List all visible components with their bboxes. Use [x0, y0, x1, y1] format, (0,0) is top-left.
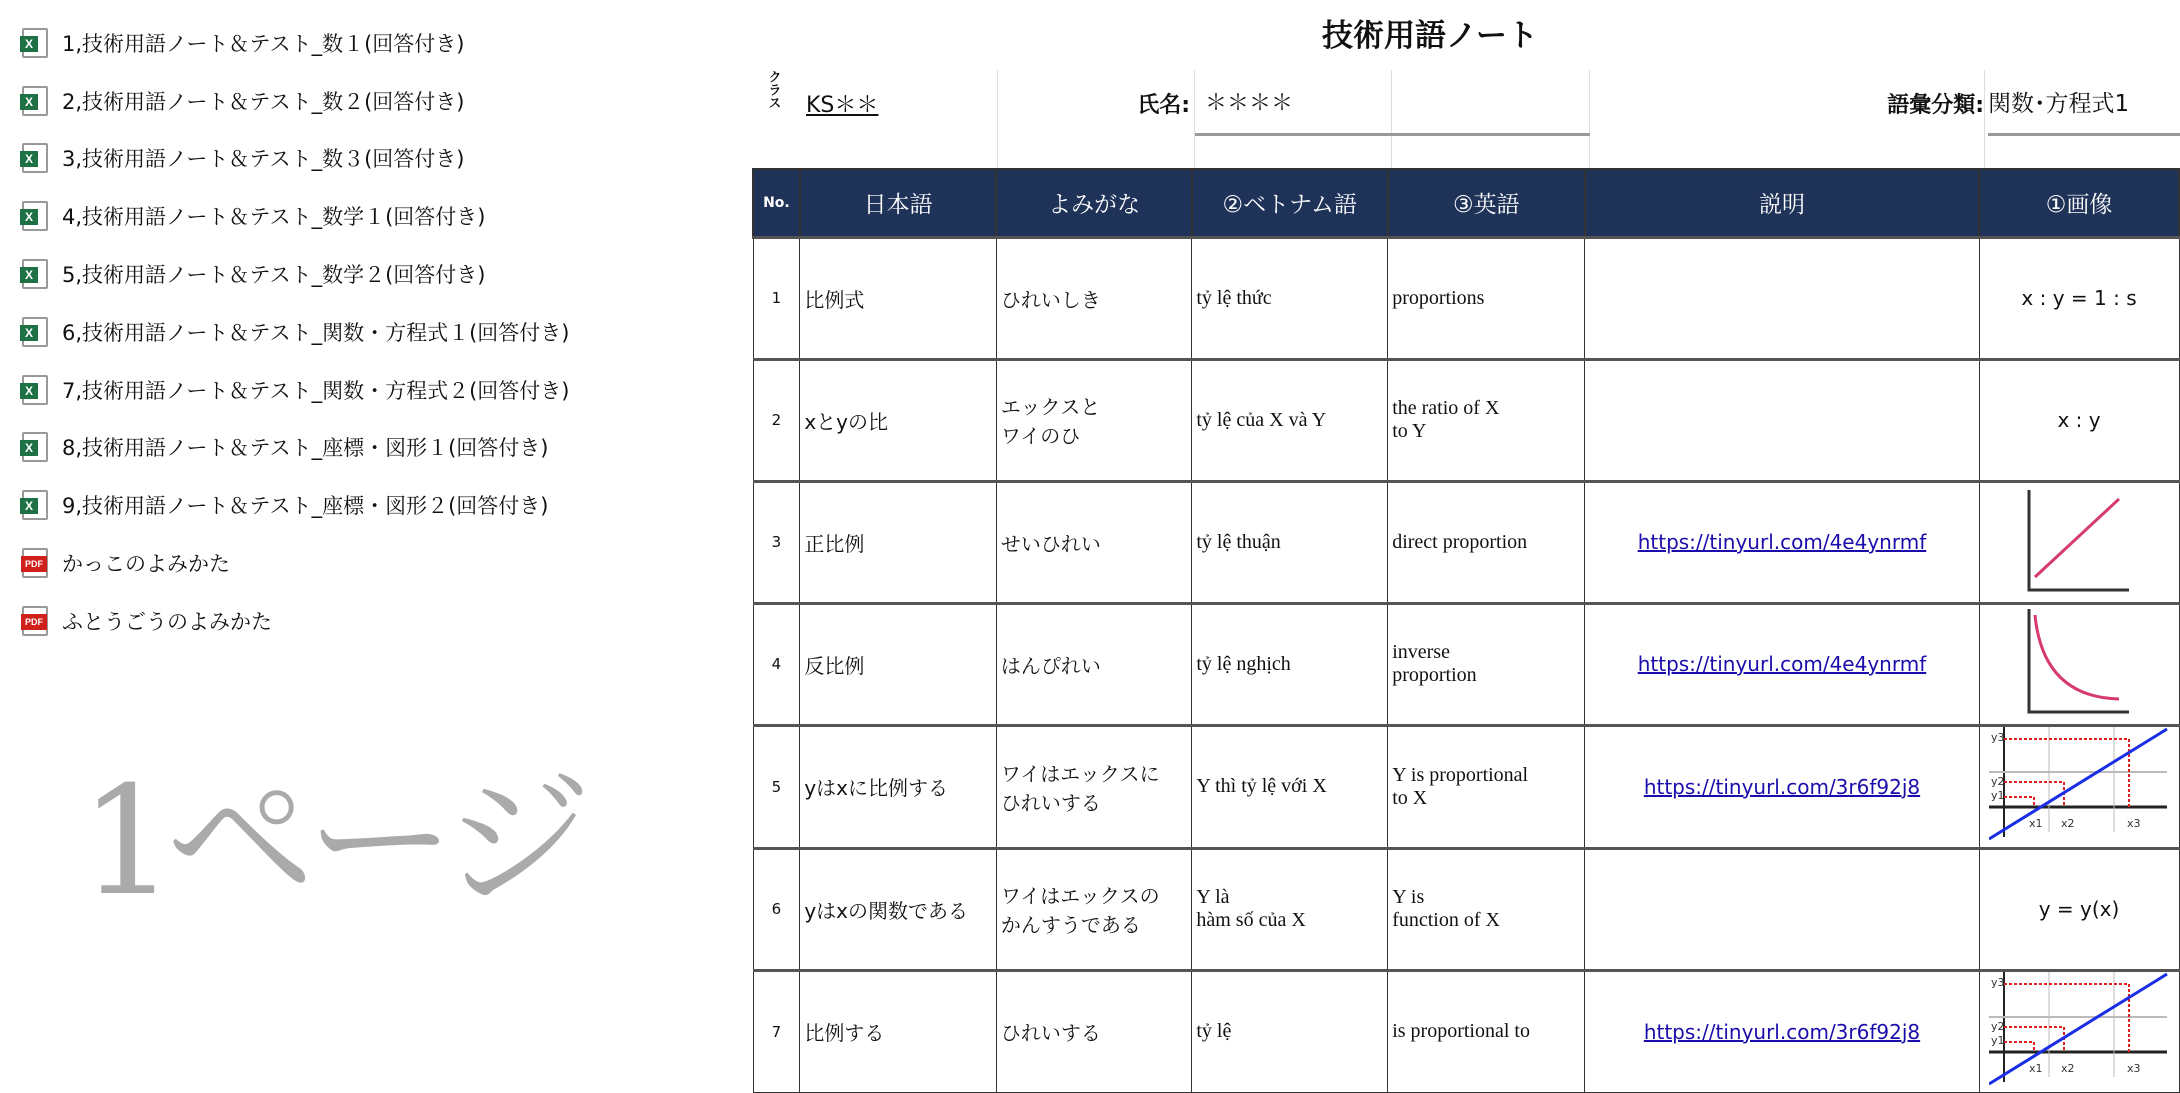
row-number: 7 — [753, 970, 800, 1092]
file-item[interactable] — [22, 534, 569, 592]
table-row — [753, 481, 2179, 603]
svg-text:x3: x3 — [2127, 816, 2141, 830]
explanation-link — [1585, 359, 1979, 481]
reading: エックスと ワイのひ — [996, 359, 1192, 481]
column-header: No. — [753, 169, 800, 237]
column-header: 日本語 — [800, 169, 997, 237]
explanation-link[interactable]: https://tinyurl.com/3r6f92j8 — [1585, 725, 1979, 848]
row-number: 3 — [753, 481, 800, 603]
xy-proportion-graph — [1989, 972, 2169, 1087]
file-list — [22, 14, 569, 650]
vietnamese-term: tỷ lệ thức — [1192, 237, 1388, 359]
excel-file-icon: X — [22, 432, 48, 462]
reading: はんぴれい — [996, 603, 1192, 725]
japanese-term: xとyの比 — [800, 359, 997, 481]
table-row — [753, 359, 2179, 481]
english-term: Y is function of X — [1388, 848, 1585, 970]
column-header: よみがな — [996, 169, 1192, 237]
row-number: 6 — [753, 848, 800, 970]
reading: せいひれい — [996, 481, 1192, 603]
file-name: かっこのよみかた — [62, 552, 230, 577]
excel-file-icon: X — [22, 28, 48, 58]
english-term: the ratio of X to Y — [1388, 359, 1585, 481]
image-cell — [1979, 603, 2179, 725]
english-term: inverse proportion — [1388, 603, 1585, 725]
vietnamese-term: tỷ lệ của X và Y — [1192, 359, 1388, 481]
image-cell — [1979, 359, 2179, 481]
svg-text:x1: x1 — [2029, 1061, 2043, 1075]
excel-file-icon: X — [22, 490, 48, 520]
svg-text:x2: x2 — [2061, 1061, 2075, 1075]
svg-text:x2: x2 — [2061, 816, 2075, 830]
english-term: Y is proportional to X — [1388, 725, 1585, 848]
table-row — [753, 848, 2179, 970]
table-row — [753, 237, 2179, 359]
japanese-term: yはxの関数である — [800, 848, 997, 970]
row-number: 5 — [753, 725, 800, 848]
file-name: 6,技術用語ノート＆テスト_関数・方程式１(回答付き) — [62, 320, 570, 345]
vietnamese-term: Y thì tỷ lệ với X — [1192, 725, 1388, 848]
xy-proportion-graph — [1989, 727, 2169, 842]
svg-text:y1: y1 — [1991, 788, 2005, 802]
column-header: ③英語 — [1388, 169, 1585, 237]
sheet-title: 技術用語ノート — [1321, 18, 1539, 54]
svg-text:y2: y2 — [1991, 774, 2005, 788]
formula-text: x : y = 1 : s — [2021, 286, 2137, 310]
vietnamese-term: tỷ lệ — [1192, 970, 1388, 1092]
reading: ワイはエックスに ひれいする — [996, 725, 1192, 848]
formula-text: x : y — [2057, 408, 2101, 432]
table-row — [753, 725, 2179, 848]
file-name: ふとうごうのよみかた — [62, 609, 272, 634]
svg-text:x3: x3 — [2127, 1061, 2141, 1075]
vietnamese-term: tỷ lệ thuận — [1192, 481, 1388, 603]
english-term: direct proportion — [1388, 481, 1585, 603]
file-item[interactable] — [22, 419, 569, 477]
reading: ひれいする — [996, 970, 1192, 1092]
file-item[interactable] — [22, 72, 569, 130]
name-field[interactable]: ＊＊＊＊ — [1195, 70, 1590, 136]
vietnamese-term: tỷ lệ nghịch — [1192, 603, 1388, 725]
reading: ワイはエックスの かんすうである — [996, 848, 1192, 970]
page-watermark: 1ページ — [80, 755, 583, 929]
row-number: 1 — [753, 237, 800, 359]
direct-proportion-graph — [2019, 485, 2139, 595]
image-cell — [1979, 848, 2179, 970]
column-header: ①画像 — [1979, 169, 2179, 237]
file-item[interactable] — [22, 187, 569, 245]
svg-text:y1: y1 — [1991, 1033, 2005, 1047]
class-label: クラス — [765, 70, 781, 109]
explanation-link — [1585, 237, 1979, 359]
excel-file-icon: X — [22, 143, 48, 173]
file-item[interactable] — [22, 245, 569, 303]
file-name: 5,技術用語ノート＆テスト_数学２(回答付き) — [62, 263, 486, 288]
image-cell — [1979, 970, 2179, 1092]
file-name: 7,技術用語ノート＆テスト_関数・方程式２(回答付き) — [62, 378, 570, 403]
explanation-link[interactable]: https://tinyurl.com/4e4ynrmf — [1585, 481, 1979, 603]
file-item[interactable] — [22, 14, 569, 72]
explanation-link[interactable]: https://tinyurl.com/4e4ynrmf — [1585, 603, 1979, 725]
excel-file-icon: X — [22, 201, 48, 231]
svg-text:y3: y3 — [1991, 730, 2005, 744]
file-item[interactable] — [22, 592, 569, 650]
svg-text:y3: y3 — [1991, 975, 2005, 989]
row-number: 2 — [753, 359, 800, 481]
excel-file-icon: X — [22, 259, 48, 289]
excel-file-icon: X — [22, 375, 48, 405]
image-cell — [1979, 725, 2179, 848]
category-field[interactable]: 関数･方程式1 — [1988, 70, 2180, 136]
file-name: 2,技術用語ノート＆テスト_数２(回答付き) — [62, 89, 465, 114]
class-value[interactable]: KS＊＊ — [806, 92, 879, 118]
inverse-proportion-graph — [2019, 607, 2139, 717]
file-item[interactable] — [22, 303, 569, 361]
vocab-table — [752, 168, 2180, 1093]
excel-file-icon: X — [22, 86, 48, 116]
pdf-file-icon: PDF — [22, 606, 48, 636]
japanese-term: 比例式 — [800, 237, 997, 359]
formula-text: y = y(x) — [2038, 897, 2120, 921]
table-row — [753, 603, 2179, 725]
file-name: 4,技術用語ノート＆テスト_数学１(回答付き) — [62, 205, 486, 230]
file-name: 9,技術用語ノート＆テスト_座標・図形２(回答付き) — [62, 494, 549, 519]
japanese-term: 反比例 — [800, 603, 997, 725]
svg-text:y2: y2 — [1991, 1019, 2005, 1033]
japanese-term: 比例する — [800, 970, 997, 1092]
english-term: proportions — [1388, 237, 1585, 359]
column-header: ②ベトナム語 — [1192, 169, 1388, 237]
file-name: 1,技術用語ノート＆テスト_数１(回答付き) — [62, 31, 465, 56]
file-item[interactable] — [22, 361, 569, 419]
file-name: 3,技術用語ノート＆テスト_数３(回答付き) — [62, 147, 465, 172]
file-item[interactable] — [22, 130, 569, 188]
category-label: 語彙分類: — [1887, 92, 1984, 118]
reading: ひれいしき — [996, 237, 1192, 359]
column-header: 説明 — [1585, 169, 1979, 237]
explanation-link[interactable]: https://tinyurl.com/3r6f92j8 — [1585, 970, 1979, 1092]
image-cell — [1979, 481, 2179, 603]
vietnamese-term: Y là hàm số của X — [1192, 848, 1388, 970]
english-term: is proportional to — [1388, 970, 1585, 1092]
pdf-file-icon: PDF — [22, 548, 48, 578]
row-number: 4 — [753, 603, 800, 725]
japanese-term: 正比例 — [800, 481, 997, 603]
japanese-term: yはxに比例する — [800, 725, 997, 848]
svg-text:x1: x1 — [2029, 816, 2043, 830]
name-label: 氏名: — [1137, 92, 1190, 118]
table-row — [753, 970, 2179, 1092]
file-item[interactable] — [22, 476, 569, 534]
image-cell — [1979, 237, 2179, 359]
file-name: 8,技術用語ノート＆テスト_座標・図形１(回答付き) — [62, 436, 549, 461]
excel-file-icon: X — [22, 317, 48, 347]
explanation-link — [1585, 848, 1979, 970]
